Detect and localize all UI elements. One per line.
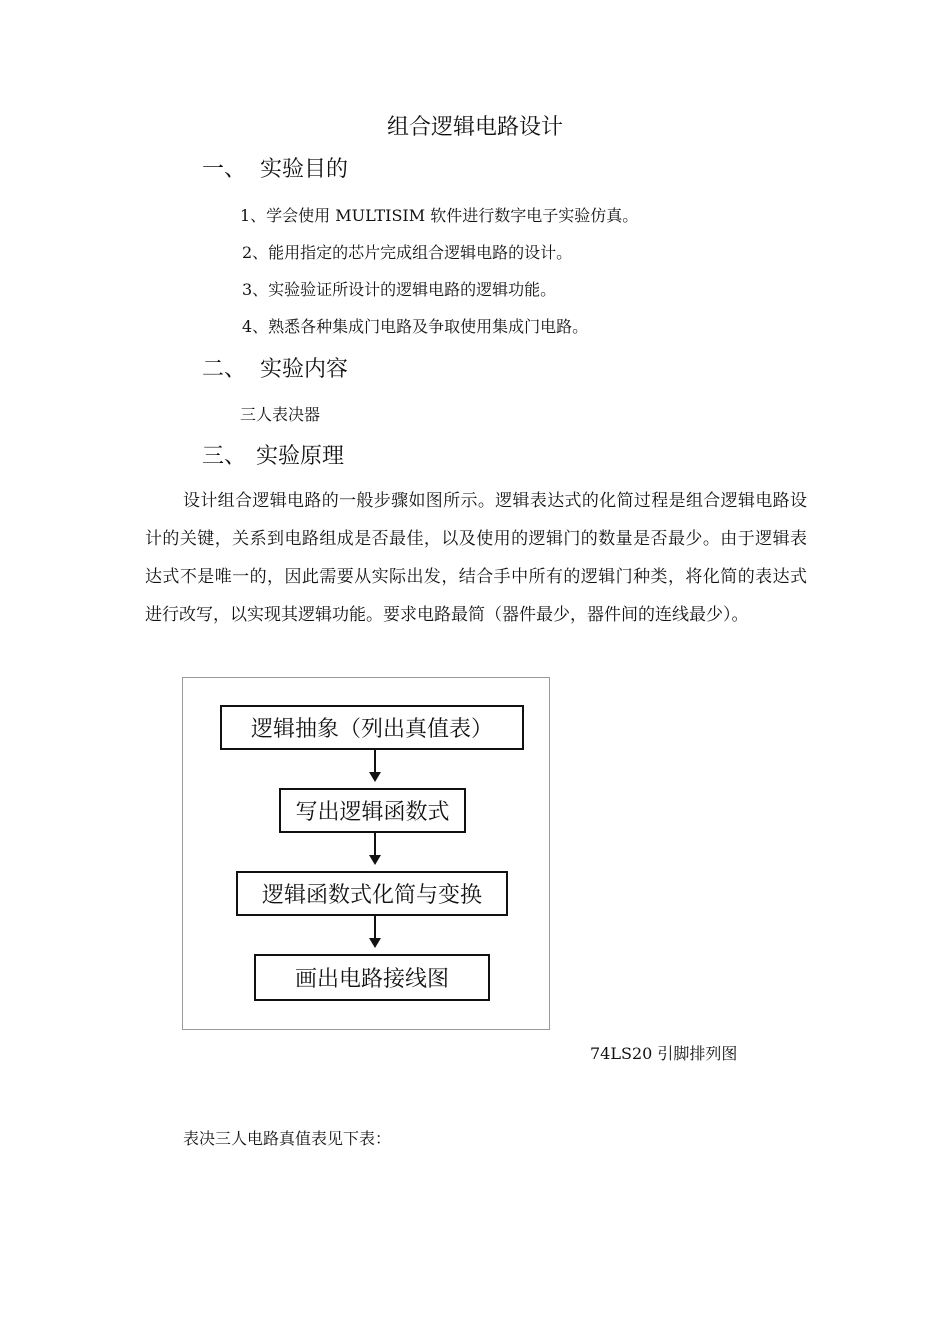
section-1-heading [202, 152, 348, 183]
figure-caption: 74LS20 引脚排列图 [590, 1044, 738, 1063]
document-title: 组合逻辑电路设计 [386, 115, 563, 140]
flow-step-box: 逻辑函数式化简与变换 [236, 871, 508, 916]
design-flowchart [182, 677, 550, 1030]
flow-step-box: 画出电路接线图 [254, 954, 490, 1001]
section-3-heading [202, 439, 344, 470]
flow-arrow [374, 833, 376, 857]
truth-table-intro: 表决三人电路真值表见下表： [183, 1129, 392, 1148]
section-3-number: 三、 [202, 444, 247, 469]
section-2-heading [202, 352, 348, 383]
objective-item: 4、熟悉各种集成门电路及争取使用集成门电路。 [242, 317, 589, 336]
objective-item: 2、能用指定的芯片完成组合逻辑电路的设计。 [242, 243, 573, 262]
section-3-title: 实验原理 [256, 444, 345, 469]
arrow-down-icon [369, 855, 381, 865]
section-1-number: 一、 [202, 157, 247, 182]
flow-step-box: 写出逻辑函数式 [279, 788, 466, 833]
experiment-content: 三人表决器 [240, 405, 321, 424]
section-2-number: 二、 [202, 357, 247, 382]
section-2-title: 实验内容 [260, 357, 349, 382]
principle-paragraph: 设计组合逻辑电路的一般步骤如图所示。逻辑表达式的化简过程是组合逻辑电路设计的关键，关系到电路组成是否最佳，以及使用的逻辑门的数量是否最少。由于逻辑表达式不是唯一的，因此需要从实际出发，结合手中所有的逻辑门种类，将化简的表达式进行改写，以实现其逻辑功能。要求电路最简（器件最少，器件间的连线最少）。 [145, 491, 807, 625]
flow-arrow [374, 750, 376, 774]
section-1-title: 实验目的 [260, 157, 349, 182]
objective-item: 1、学会使用 MULTISIM 软件进行数字电子实验仿真。 [240, 206, 639, 225]
objective-item: 3、实验验证所设计的逻辑电路的逻辑功能。 [242, 280, 557, 299]
arrow-down-icon [369, 772, 381, 782]
flow-step-box: 逻辑抽象（列出真值表） [220, 705, 524, 750]
flow-arrow [374, 916, 376, 940]
arrow-down-icon [369, 938, 381, 948]
